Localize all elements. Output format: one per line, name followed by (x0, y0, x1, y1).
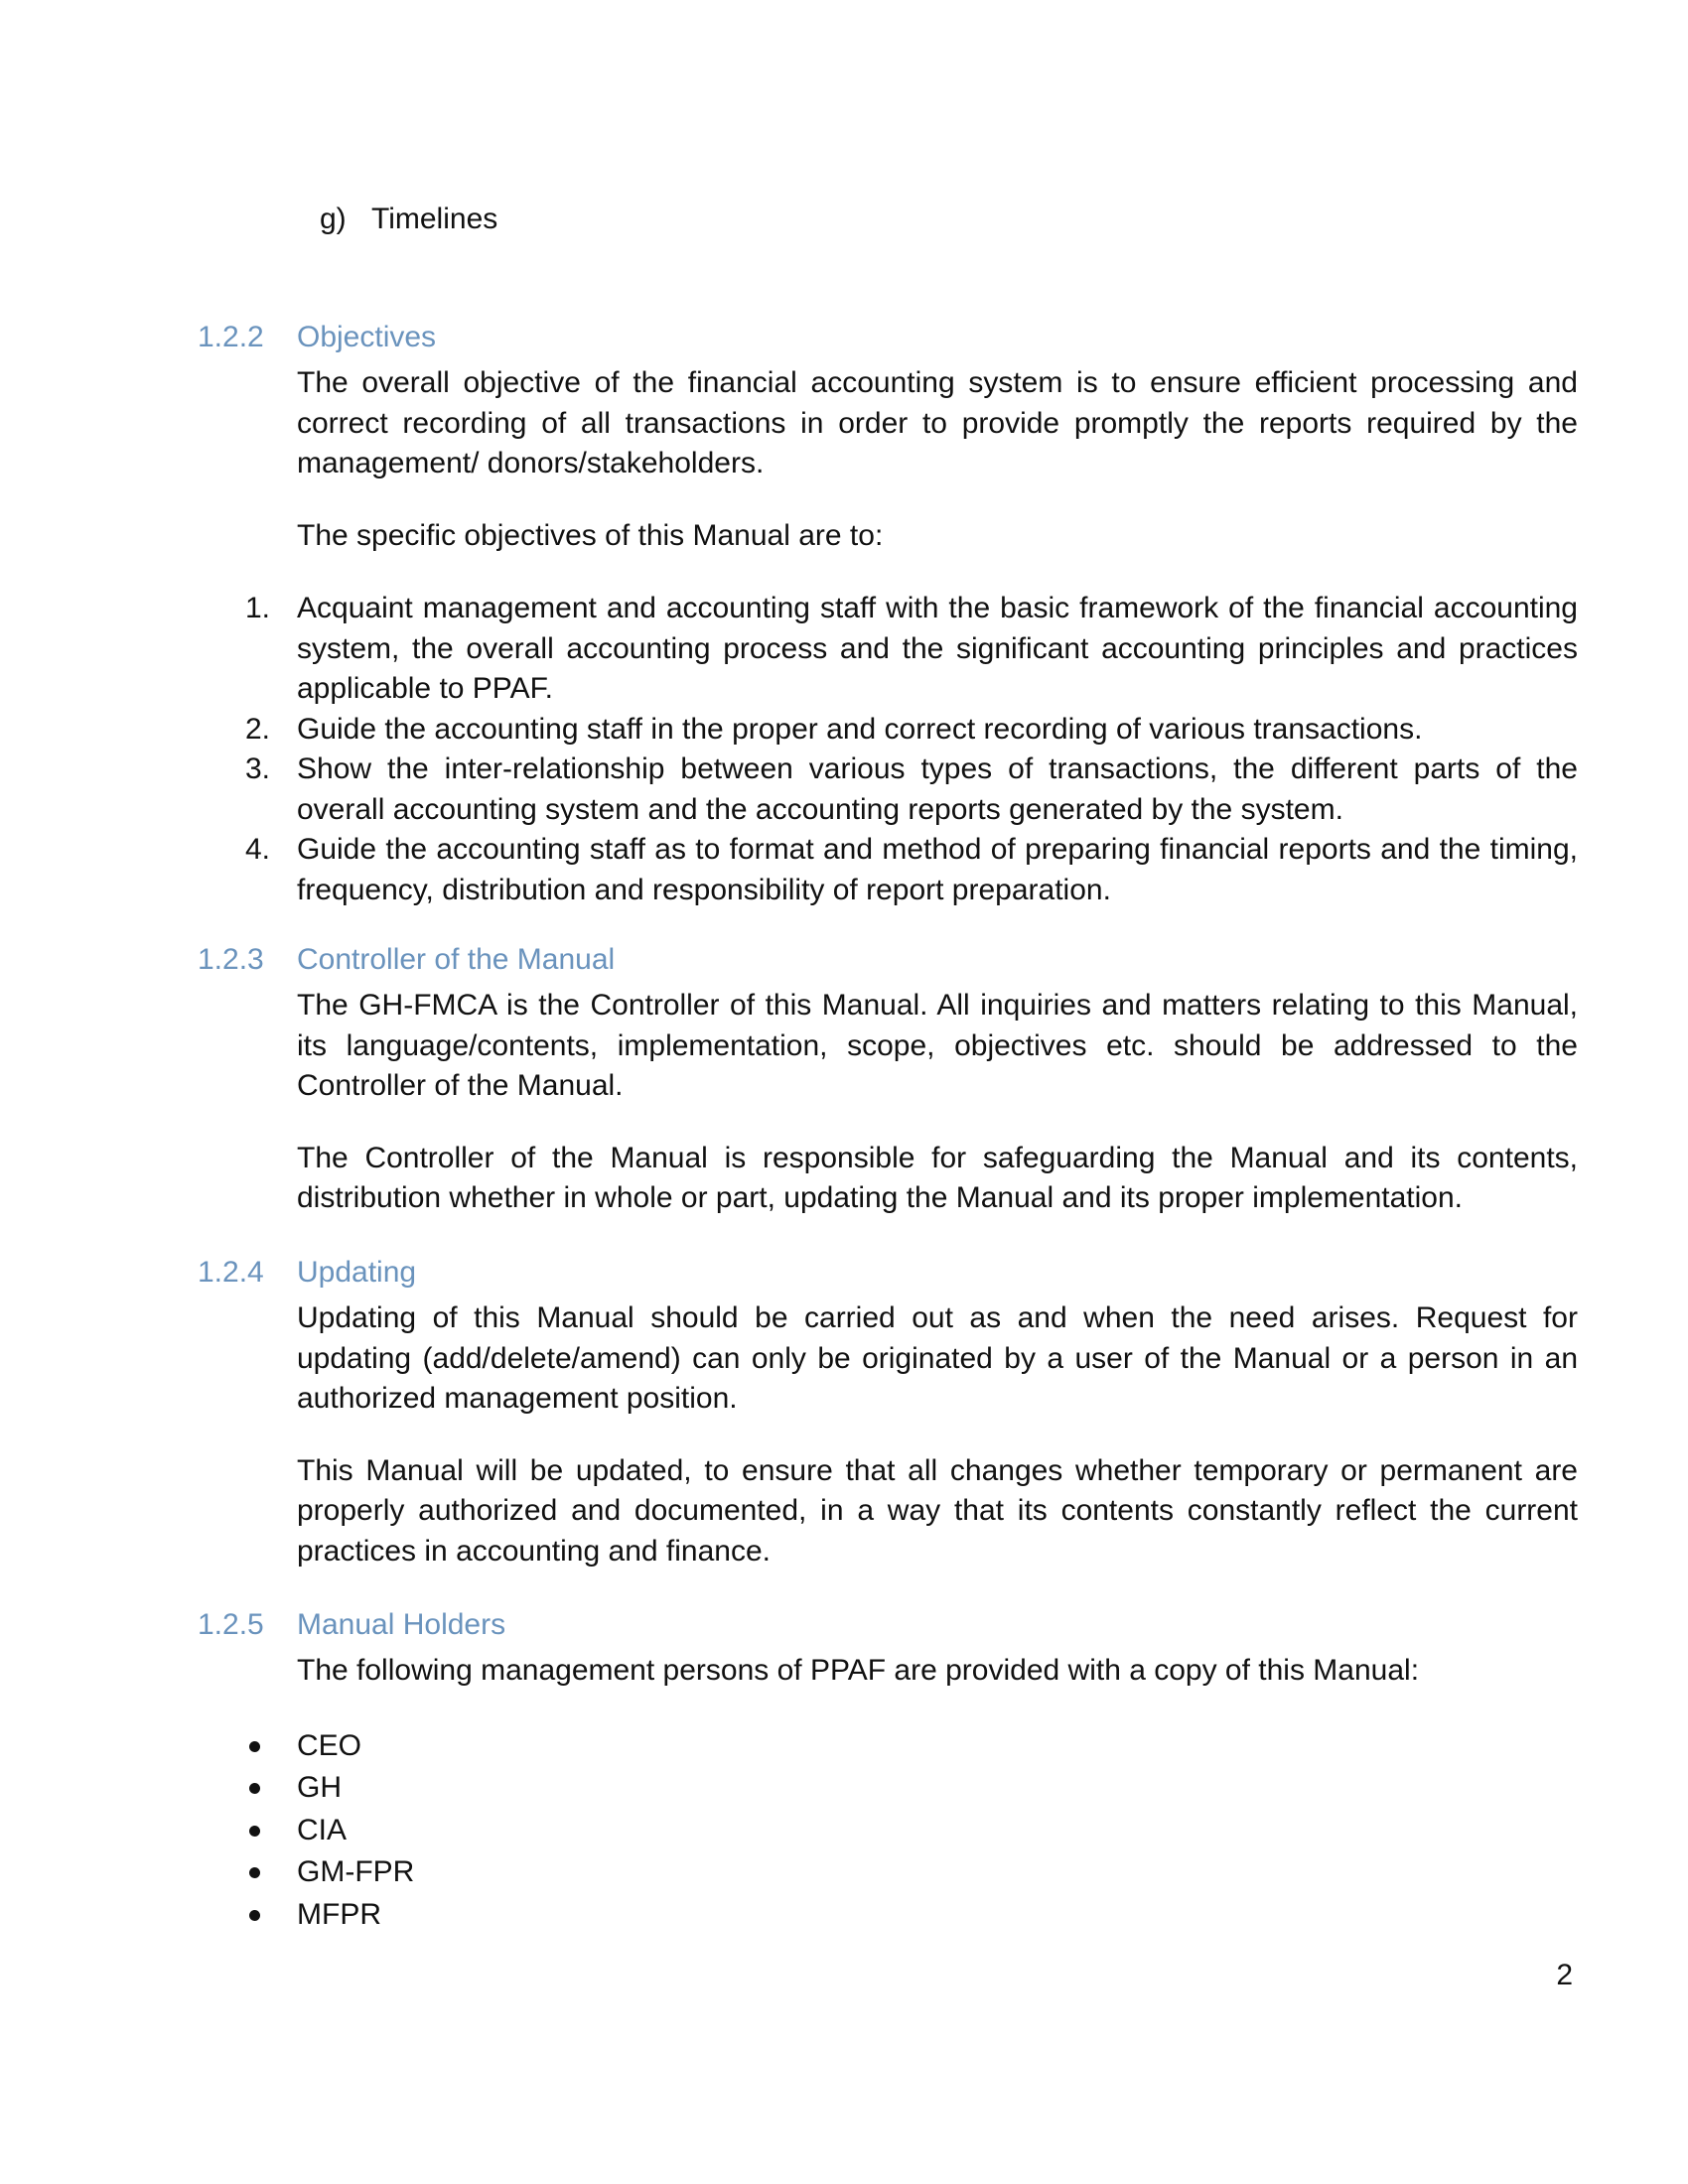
list-item (198, 750, 1578, 830)
list-item (198, 1851, 1578, 1894)
paragraph: This Manual will be updated, to ensure that all changes whether temporary or permanent are properly authorized and documented, in a way that its contents constantly reflect the current practices in accounting and finance. (297, 1453, 1578, 1568)
list-item (198, 1725, 1578, 1768)
holders-list (198, 1725, 1578, 1937)
section-title: Updating (297, 1256, 417, 1289)
list-item-text: MFPR (297, 1897, 381, 1931)
list-item (198, 1810, 1578, 1852)
list-item-text: Guide the accounting staff as to format and method of preparing financial reports and the timing, frequency, distribution and responsibility of report preparation. (297, 833, 1578, 906)
bullet-icon (249, 1783, 260, 1794)
list-item-text: Guide the accounting staff in the proper and correct recording of various transactions. (297, 712, 1423, 746)
list-item-text: Timelines (371, 203, 498, 235)
paragraph: Updating of this Manual should be carried out as and when the need arises. Request for updating (add/delete/amend) can only be originated by a user of the Manual or a person in an authorized management position. (297, 1301, 1578, 1415)
paragraph: The following management persons of PPAF are provided with a copy of this Manual: (297, 1654, 1420, 1687)
section-number: 1.2.4 (198, 1256, 264, 1289)
list-number: 1. (245, 592, 271, 624)
section-manual-holders (198, 1605, 1578, 1936)
list-item (198, 830, 1578, 910)
list-item (198, 589, 1578, 710)
list-item-text: Show the inter-relationship between various types of transactions, the different parts of the overall accounting system and the accounting reports generated by the system. (297, 752, 1578, 826)
section-number: 1.2.5 (198, 1608, 264, 1641)
section-title: Controller of the Manual (297, 943, 616, 976)
list-item-text: GH (297, 1771, 342, 1804)
bullet-icon (249, 1867, 260, 1878)
list-item (198, 710, 1578, 751)
section-heading (198, 1253, 1578, 1293)
paragraph: The Controller of the Manual is responsible for safeguarding the Manual and its contents, distribution whether in whole or part, updating the Manual and its proper implementation. (297, 1141, 1578, 1214)
page-number: 2 (1556, 1959, 1573, 1991)
list-item-text: Acquaint management and accounting staff with the basic framework of the financial accounting system, the overall accounting process and the significant accounting principles and practices applicable to PPAF. (297, 592, 1578, 705)
section-title: Objectives (297, 321, 437, 353)
section-number: 1.2.2 (198, 321, 264, 353)
list-number: 4. (245, 833, 271, 866)
list-item (198, 1894, 1578, 1937)
list-item-text: CEO (297, 1728, 362, 1762)
list-item (198, 1767, 1578, 1810)
paragraph: The overall objective of the financial accounting system is to ensure efficient processing and correct recording of all transactions in order to provide promptly the reports required by the management/ donors/stakeholders. (297, 366, 1578, 479)
lettered-list-item (320, 200, 497, 239)
section-heading (198, 940, 1578, 980)
section-objectives (198, 318, 1578, 910)
section-heading (198, 318, 1578, 357)
bullet-icon (249, 1826, 260, 1837)
list-item-text: GM-FPR (297, 1855, 415, 1888)
bullet-icon (249, 1910, 260, 1921)
section-heading (198, 1605, 1578, 1645)
section-updating (198, 1253, 1578, 1571)
objectives-list (198, 589, 1578, 910)
paragraph: The GH-FMCA is the Controller of this Manual. All inquiries and matters relating to this Manual, its language/contents, implementation, scope, objectives etc. should be addressed to the Controller of the Manual. (297, 989, 1578, 1102)
list-marker: g) (320, 203, 347, 235)
list-number: 2. (245, 712, 271, 746)
bullet-icon (249, 1741, 260, 1752)
section-title: Manual Holders (297, 1608, 506, 1641)
paragraph: The specific objectives of this Manual are to: (297, 518, 884, 552)
section-controller (198, 940, 1578, 1219)
section-number: 1.2.3 (198, 943, 264, 976)
list-item-text: CIA (297, 1813, 348, 1846)
list-number: 3. (245, 752, 271, 785)
